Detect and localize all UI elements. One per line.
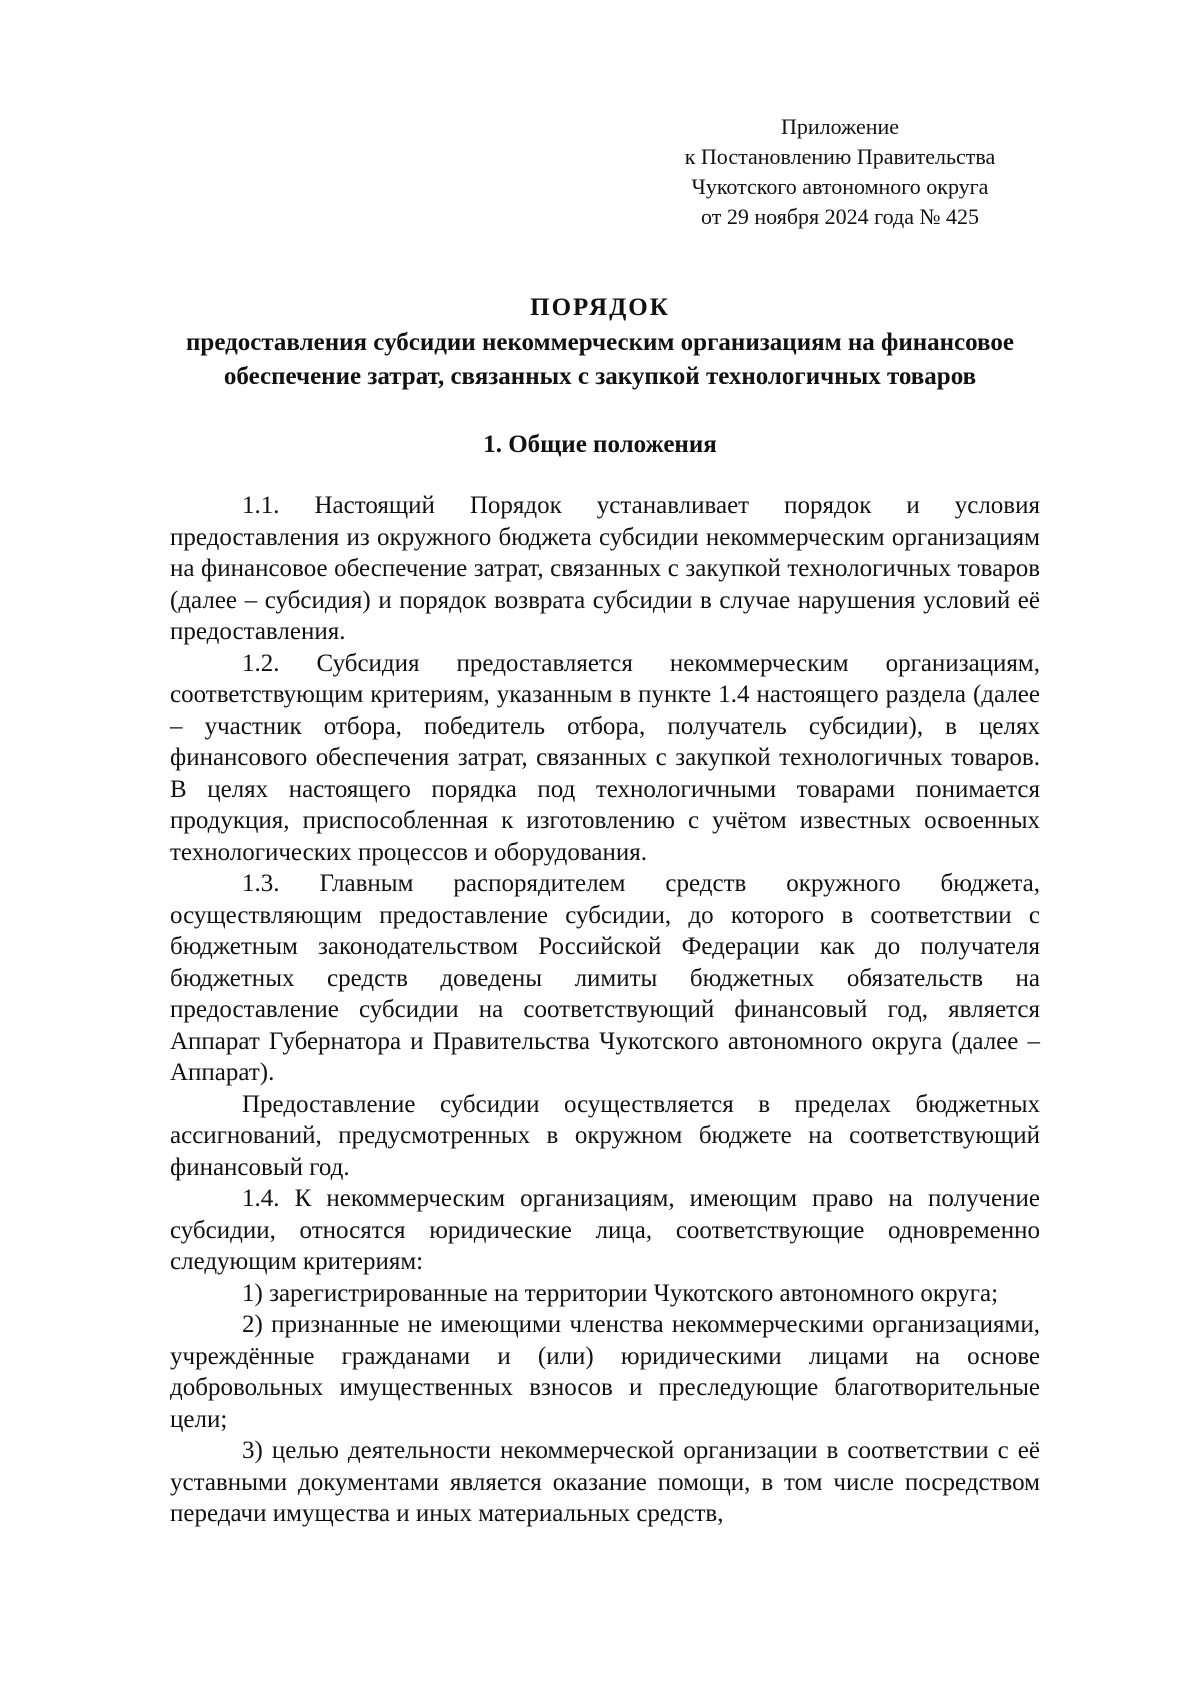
document-title: ПОРЯДОК (530, 294, 670, 321)
paragraph-1-2: 1.2. Субсидия предоставляется некоммерческим организациям, соответствующим критериям, указанным в пункте 1.4 настоящего раздела (далее – участник отбора, победитель отбора, получатель субсидии), в целях финансового обеспечения затрат, связанных с закупкой технологичных товаров. В целях настоящего порядка под технологичными товарами понимается продукция, приспособленная к изготовлению с учётом известных освоенных технологических процессов и оборудования. (170, 649, 1040, 866)
criterion-2: 2) признанные не имеющими членства некоммерческими организациями, учреждённые гражданами и (или) юридическими лицами на основе добровольных имущественных взносов и преследующие благотворительные цели; (170, 1311, 1040, 1433)
criterion-1: 1) зарегистрированные на территории Чукотского автономного округа; (242, 1279, 999, 1307)
section-heading: 1. Общие положения (483, 431, 717, 458)
document-subtitle: предоставления субсидии некоммерческим организациям на финансовое обеспечение затрат, связанных с закупкой технологичных товаров (186, 329, 1014, 390)
appendix-line-1: Приложение (780, 114, 900, 139)
appendix-block (640, 112, 1040, 232)
paragraph-budget: Предоставление субсидии осуществляется в пределах бюджетных ассигнований, предусмотренных в окружном бюджете на соответствующий финансовый год. (170, 1090, 1040, 1181)
document-body (170, 490, 1040, 1530)
paragraph-1-4: 1.4. К некоммерческим организациям, имеющим право на получение субсидии, относятся юридические лица, соответствующие одновременно следующим критериям: (170, 1185, 1040, 1275)
appendix-line-4: от 29 ноября 2024 года № 425 (701, 204, 979, 229)
title-block (150, 290, 1050, 394)
appendix-line-3: Чукотского автономного округа (691, 174, 989, 199)
paragraph-1-1: 1.1. Настоящий Порядок устанавливает порядок и условия предоставления из окружного бюджета субсидии некоммерческим организациям на финансовое обеспечение затрат, связанных с закупкой технологичных товаров (далее – субсидия) и порядок возврата субсидии в случае нарушения условий её предоставления. (170, 492, 1040, 645)
paragraph-1-3: 1.3. Главным распорядителем средств окружного бюджета, осуществляющим предоставление субсидии, до которого в соответствии с бюджетным законодательством Российской Федерации как до получателя бюджетных средств доведены лимиты бюджетных обязательств на предоставление субсидии на соответствующий финансовый год, является Аппарат Губернатора и Правительства Чукотского автономного округа (далее – Аппарат). (170, 870, 1040, 1086)
criterion-3: 3) целью деятельности некоммерческой организации в соответствии с её уставными документами является оказание помощи, в том числе посредством передачи имущества и иных материальных средств, (170, 1437, 1040, 1527)
appendix-line-2: к Постановлению Правительства (684, 144, 996, 169)
